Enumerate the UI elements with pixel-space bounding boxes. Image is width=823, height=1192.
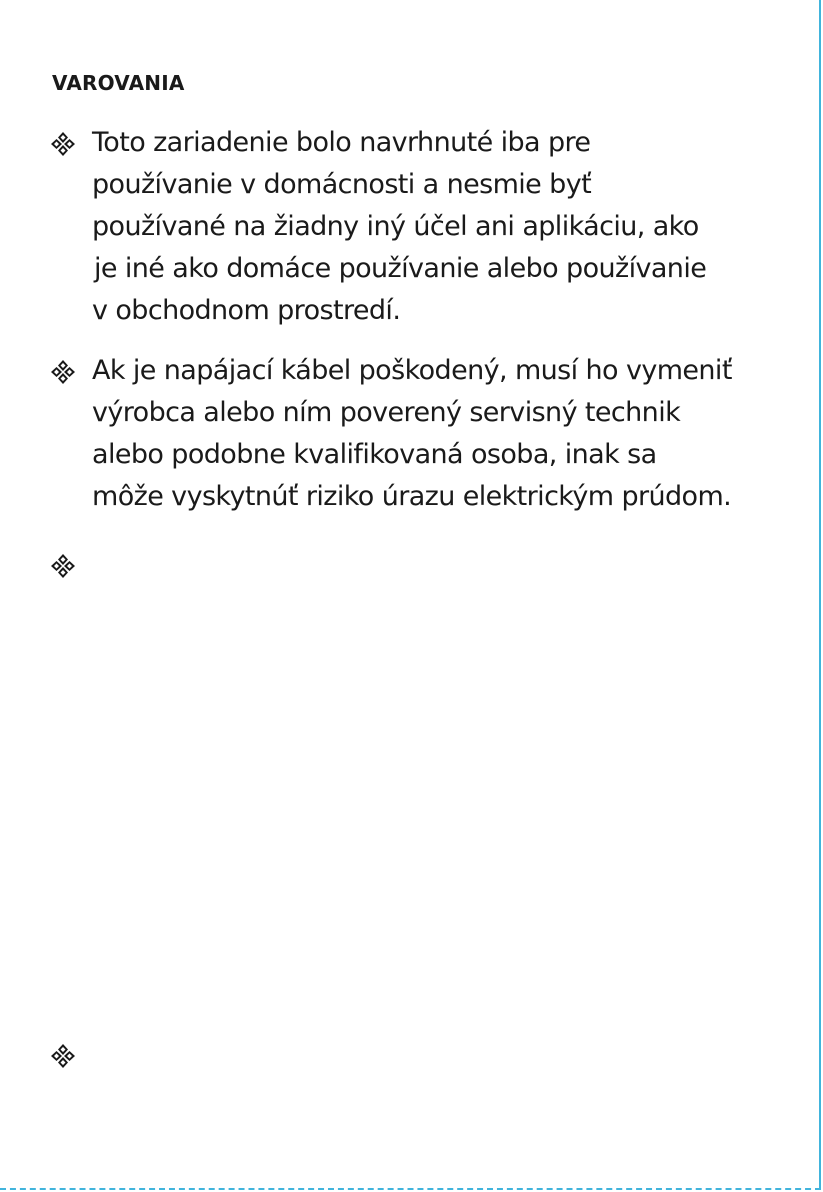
four-diamond-bullet-icon [50,553,76,579]
warning-line: Toto zariadenie bolo navrhnuté iba pre [92,127,591,158]
four-diamond-bullet-icon [50,131,76,157]
four-diamond-bullet-icon [50,1043,76,1069]
warning-paragraph-2 [92,350,732,518]
warning-line: môže vyskytnúť riziko úrazu elektrickým prúdom. [92,481,732,512]
four-diamond-bullet-icon [50,359,76,385]
warning-paragraph-1 [92,122,706,332]
warning-line: je iné ako domáce používanie alebo používanie [94,253,707,284]
page-heading: VAROVANIA [52,71,185,95]
warning-line: výrobca alebo ním poverený servisný technik [92,397,681,428]
warning-line: používané na žiadny iný účel ani aplikáciu, ako [92,211,699,242]
warning-line: alebo podobne kvalifikovaná osoba, inak sa [92,439,657,470]
warning-line: používanie v domácnosti a nesmie byť [92,169,592,200]
warning-line: Ak je napájací kábel poškodený, musí ho vymeniť [92,355,732,386]
warning-line: v obchodnom prostredí. [92,295,401,326]
